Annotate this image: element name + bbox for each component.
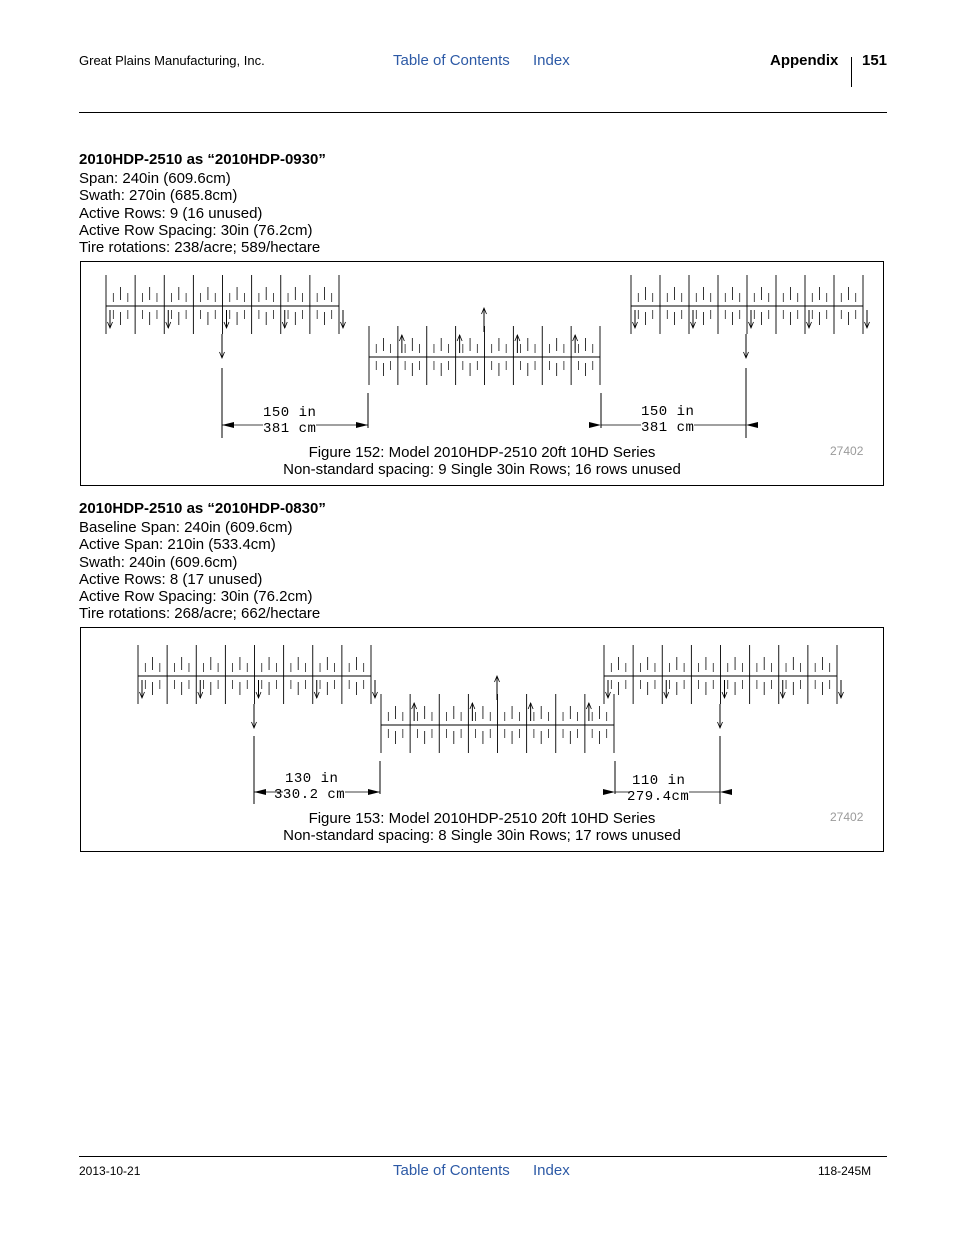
right-dimension-label: [627, 773, 690, 805]
footer-index-link[interactable]: Index: [533, 1162, 570, 1179]
dimension-arrow-head: [603, 789, 615, 795]
right-dimension-cm: 381 cm: [641, 420, 695, 436]
spec-line: Swath: 240in (609.6cm): [79, 553, 238, 571]
spec-line: Tire rotations: 238/acre; 589/hectare: [79, 239, 321, 257]
caption-line-1: Figure 153: Model 2010HDP-2510 20ft 10HD Series: [308, 810, 656, 827]
right-dimension-label: [641, 404, 694, 436]
left-dimension-label: [274, 771, 346, 803]
spec-line: Active Row Spacing: 30in (76.2cm): [79, 221, 313, 239]
right-dimension-inches: 150 in: [641, 404, 695, 420]
right-dimension-inches: 110 in: [632, 773, 686, 789]
spec-line: Active Span: 210in (533.4cm): [79, 536, 276, 554]
section-name: Appendix: [770, 52, 839, 69]
left-dimension-cm: 330.2 cm: [274, 787, 346, 803]
right-dimension-cm: 279.4cm: [627, 789, 690, 805]
dimension-arrow-head: [589, 422, 601, 428]
caption-line-2: Non-standard spacing: 9 Single 30in Rows; 16 rows unused: [283, 461, 681, 478]
figure-id: 27402: [830, 810, 864, 824]
header-index-link[interactable]: Index: [533, 52, 570, 69]
section-title-0930: 2010HDP-2510 as “2010HDP-0930”: [79, 151, 326, 168]
spec-line: Baseline Span: 240in (609.6cm): [79, 519, 293, 536]
page-number: 151: [862, 52, 888, 69]
spec-line: Span: 240in (609.6cm): [79, 170, 231, 187]
left-dimension-label: [263, 405, 316, 437]
footer-toc-link[interactable]: Table of Contents: [393, 1162, 510, 1179]
header-divider: [851, 57, 852, 87]
footer-doc-number: 118-245M: [818, 1164, 872, 1178]
header-rule: [79, 112, 887, 113]
spec-list-0930: [79, 170, 320, 256]
figure-152-box: [80, 261, 884, 486]
dimension-arrow-head: [720, 789, 732, 795]
left-dimension-inches: 130 in: [285, 771, 339, 787]
spec-line: Active Row Spacing: 30in (76.2cm): [79, 588, 313, 606]
footer-rule: [79, 1156, 887, 1157]
figure-caption: [81, 810, 883, 844]
dimension-arrow-head: [746, 422, 758, 428]
section-title-0830: 2010HDP-2510 as “2010HDP-0830”: [79, 500, 326, 517]
spec-line: Swath: 270in (685.8cm): [79, 187, 238, 205]
header-toc-link[interactable]: Table of Contents: [393, 52, 510, 69]
company-name: Great Plains Manufacturing, Inc.: [79, 53, 265, 68]
figure-153-box: [80, 627, 884, 852]
caption-line-2: Non-standard spacing: 8 Single 30in Rows; 17 rows unused: [283, 827, 681, 844]
spec-line: Tire rotations: 268/acre; 662/hectare: [79, 605, 321, 623]
dimension-arrow-head: [222, 422, 234, 428]
dimension-arrow-head: [368, 789, 380, 795]
figure-caption: [81, 444, 883, 478]
figure-id: 27402: [830, 444, 864, 458]
dimension-arrow-head: [254, 789, 266, 795]
footer-date: 2013-10-21: [79, 1164, 141, 1178]
spec-line: Active Rows: 8 (17 unused): [79, 570, 263, 588]
left-dimension-inches: 150 in: [263, 405, 317, 421]
left-dimension-cm: 381 cm: [263, 421, 317, 437]
spec-line: Active Rows: 9 (16 unused): [79, 204, 263, 222]
dimension-arrow-head: [356, 422, 368, 428]
spec-list-0830: [79, 519, 320, 623]
caption-line-1: Figure 152: Model 2010HDP-2510 20ft 10HD Series: [308, 444, 656, 461]
